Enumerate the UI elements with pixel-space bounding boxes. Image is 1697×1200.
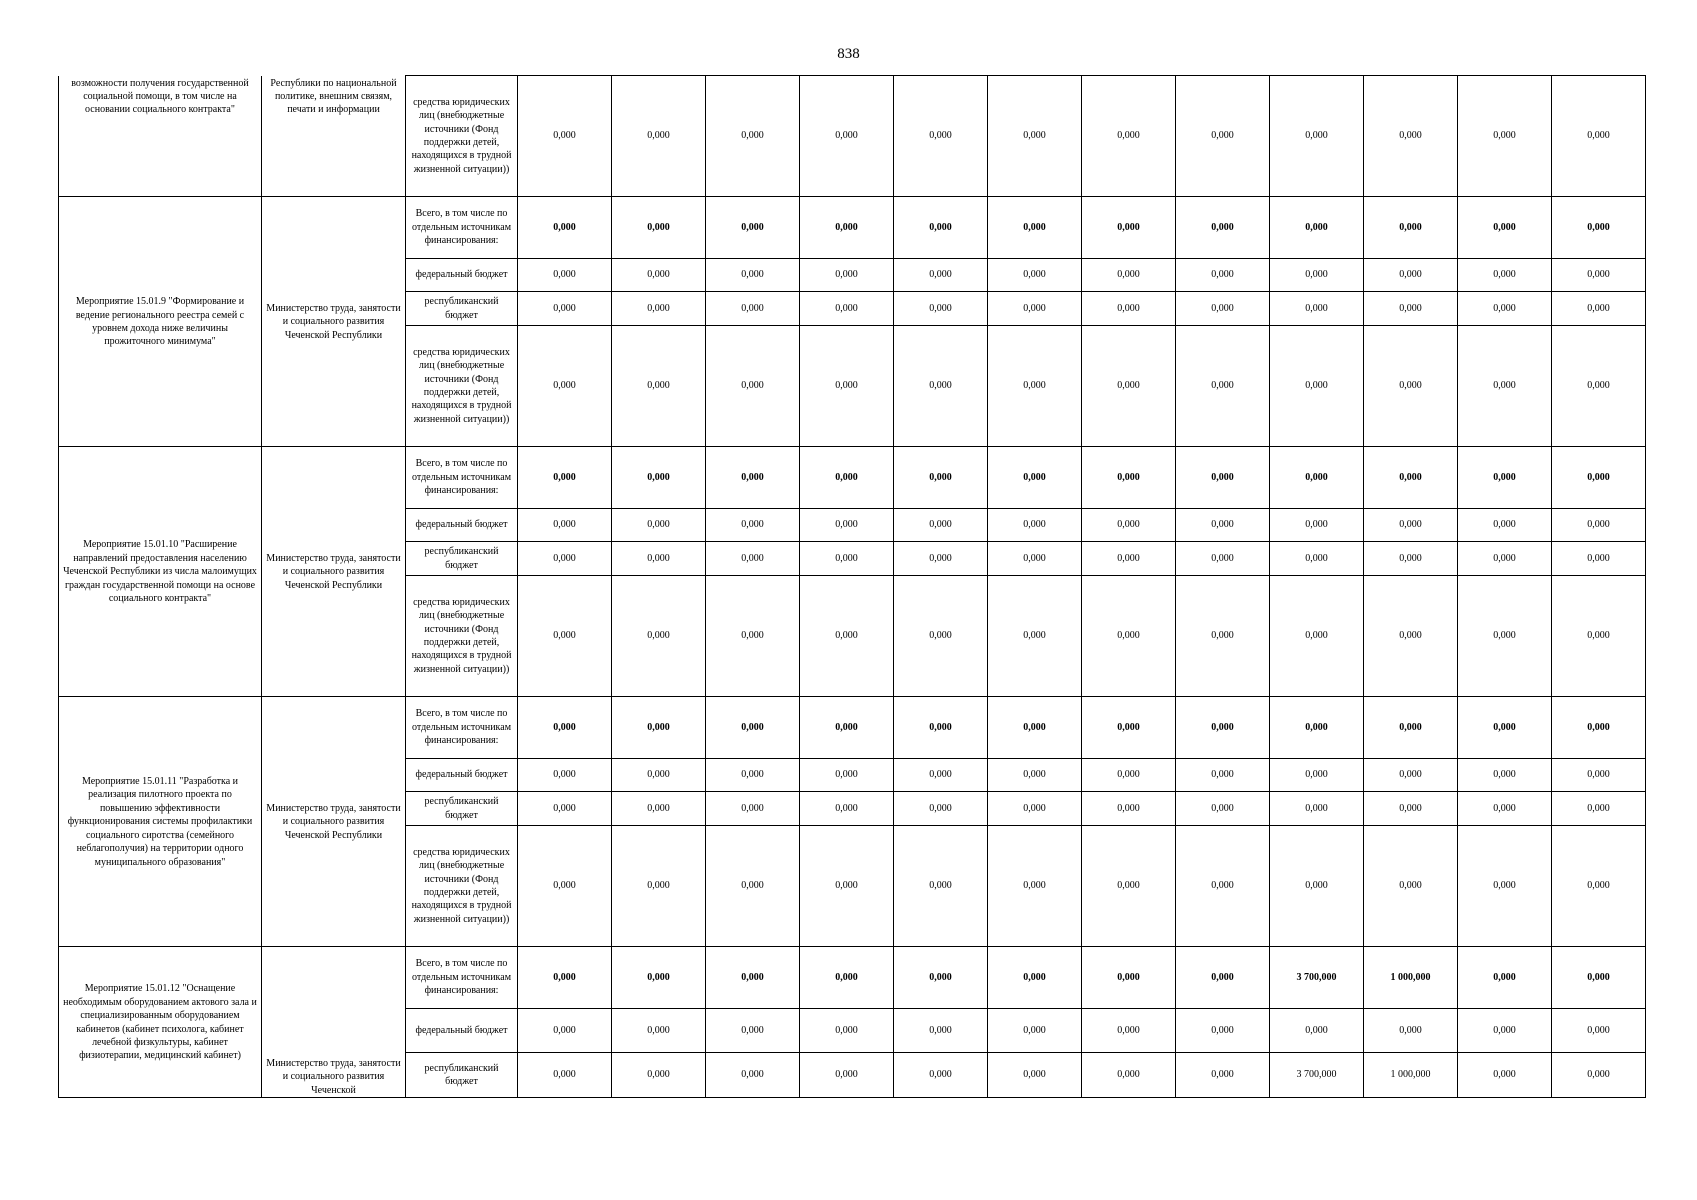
amount-cell: 0,000 xyxy=(706,759,800,792)
amount-cell: 0,000 xyxy=(1176,197,1270,259)
page-number: 838 xyxy=(837,46,860,62)
amount-cell: 0,000 xyxy=(1458,447,1552,509)
table-row xyxy=(59,197,1646,259)
amount-cell: 0,000 xyxy=(1176,1009,1270,1053)
amount-cell: 0,000 xyxy=(1176,76,1270,197)
funding-source: средства юридических лиц (внебюджетные источники (Фонд поддержки детей, находящихся в трудной жизненной ситуации)) xyxy=(406,326,518,447)
amount-cell: 0,000 xyxy=(518,259,612,292)
responsible-executor: Министерство труда, занятости и социального развития Чеченской Республики xyxy=(262,697,406,947)
amount-cell: 0,000 xyxy=(988,76,1082,197)
funding-source: Всего, в том числе по отдельным источникам финансирования: xyxy=(406,447,518,509)
amount-cell: 0,000 xyxy=(800,947,894,1009)
amount-cell: 0,000 xyxy=(1458,259,1552,292)
funding-source: федеральный бюджет xyxy=(406,509,518,542)
amount-cell: 0,000 xyxy=(800,542,894,576)
funding-source: средства юридических лиц (внебюджетные источники (Фонд поддержки детей, находящихся в трудной жизненной ситуации)) xyxy=(406,76,518,197)
table-body xyxy=(59,76,1646,1098)
amount-cell: 0,000 xyxy=(1176,576,1270,697)
amount-cell: 0,000 xyxy=(1176,697,1270,759)
amount-cell: 0,000 xyxy=(1082,509,1176,542)
amount-cell: 0,000 xyxy=(894,197,988,259)
amount-cell: 0,000 xyxy=(518,792,612,826)
funding-source: республиканский бюджет xyxy=(406,1053,518,1098)
amount-cell: 0,000 xyxy=(1552,447,1646,509)
amount-cell: 0,000 xyxy=(1364,576,1458,697)
amount-cell: 0,000 xyxy=(612,1053,706,1098)
amount-cell: 0,000 xyxy=(1458,759,1552,792)
amount-cell: 0,000 xyxy=(800,197,894,259)
amount-cell: 0,000 xyxy=(1176,792,1270,826)
amount-cell: 0,000 xyxy=(894,542,988,576)
amount-cell: 0,000 xyxy=(1552,76,1646,197)
amount-cell: 0,000 xyxy=(988,697,1082,759)
amount-cell: 0,000 xyxy=(1176,292,1270,326)
amount-cell: 0,000 xyxy=(1270,76,1364,197)
amount-cell: 0,000 xyxy=(1082,826,1176,947)
amount-cell: 0,000 xyxy=(1552,542,1646,576)
amount-cell: 0,000 xyxy=(1364,697,1458,759)
amount-cell: 0,000 xyxy=(800,447,894,509)
amount-cell: 0,000 xyxy=(894,76,988,197)
amount-cell: 0,000 xyxy=(988,542,1082,576)
measure-description: Мероприятие 15.01.12 "Оснащение необходимым оборудованием актового зала и специализированным оборудованием кабинетов (кабинет психолога, кабинет лечебной физкультуры, кабинет физиотерапии, медицинский кабинет) xyxy=(59,947,262,1098)
amount-cell: 0,000 xyxy=(706,259,800,292)
amount-cell: 0,000 xyxy=(1082,697,1176,759)
amount-cell: 0,000 xyxy=(518,326,612,447)
amount-cell: 0,000 xyxy=(1082,326,1176,447)
amount-cell: 0,000 xyxy=(1082,447,1176,509)
amount-cell: 0,000 xyxy=(800,1009,894,1053)
amount-cell: 0,000 xyxy=(894,697,988,759)
amount-cell: 0,000 xyxy=(1552,759,1646,792)
amount-cell: 0,000 xyxy=(1082,1053,1176,1098)
amount-cell: 0,000 xyxy=(1458,826,1552,947)
amount-cell: 0,000 xyxy=(1364,759,1458,792)
amount-cell: 0,000 xyxy=(988,197,1082,259)
amount-cell: 0,000 xyxy=(800,576,894,697)
amount-cell: 0,000 xyxy=(800,697,894,759)
amount-cell: 0,000 xyxy=(1270,576,1364,697)
amount-cell: 1 000,000 xyxy=(1364,947,1458,1009)
amount-cell: 0,000 xyxy=(988,292,1082,326)
funding-source: средства юридических лиц (внебюджетные источники (Фонд поддержки детей, находящихся в трудной жизненной ситуации)) xyxy=(406,826,518,947)
amount-cell: 0,000 xyxy=(1270,197,1364,259)
amount-cell: 0,000 xyxy=(612,326,706,447)
amount-cell: 0,000 xyxy=(1270,826,1364,947)
amount-cell: 0,000 xyxy=(1364,259,1458,292)
amount-cell: 0,000 xyxy=(706,447,800,509)
measure-description: Мероприятие 15.01.9 "Формирование и ведение регионального реестра семей с уровнем дохода ниже величины прожиточного минимума" xyxy=(59,197,262,447)
amount-cell: 0,000 xyxy=(1458,1053,1552,1098)
amount-cell: 0,000 xyxy=(612,947,706,1009)
amount-cell: 0,000 xyxy=(612,197,706,259)
amount-cell: 0,000 xyxy=(1458,792,1552,826)
amount-cell: 0,000 xyxy=(1364,826,1458,947)
amount-cell: 0,000 xyxy=(518,697,612,759)
amount-cell: 0,000 xyxy=(1082,947,1176,1009)
amount-cell: 0,000 xyxy=(1552,326,1646,447)
amount-cell: 0,000 xyxy=(988,759,1082,792)
amount-cell: 0,000 xyxy=(1364,76,1458,197)
amount-cell: 0,000 xyxy=(800,326,894,447)
table-row xyxy=(59,697,1646,759)
funding-source: средства юридических лиц (внебюджетные источники (Фонд поддержки детей, находящихся в трудной жизненной ситуации)) xyxy=(406,576,518,697)
amount-cell: 0,000 xyxy=(1082,542,1176,576)
amount-cell: 0,000 xyxy=(800,292,894,326)
funding-source: федеральный бюджет xyxy=(406,759,518,792)
amount-cell: 0,000 xyxy=(1270,447,1364,509)
amount-cell: 0,000 xyxy=(612,509,706,542)
amount-cell: 0,000 xyxy=(518,197,612,259)
amount-cell: 0,000 xyxy=(1458,542,1552,576)
amount-cell: 0,000 xyxy=(1458,197,1552,259)
responsible-executor: Министерство труда, занятости и социального развития Чеченской Республики xyxy=(262,197,406,447)
amount-cell: 0,000 xyxy=(612,792,706,826)
amount-cell: 0,000 xyxy=(1270,259,1364,292)
funding-source: республиканский бюджет xyxy=(406,792,518,826)
amount-cell: 0,000 xyxy=(1176,259,1270,292)
amount-cell: 0,000 xyxy=(894,947,988,1009)
amount-cell: 0,000 xyxy=(1458,697,1552,759)
amount-cell: 0,000 xyxy=(612,1009,706,1053)
amount-cell: 0,000 xyxy=(612,542,706,576)
amount-cell: 0,000 xyxy=(988,326,1082,447)
amount-cell: 0,000 xyxy=(706,1009,800,1053)
amount-cell: 0,000 xyxy=(1552,947,1646,1009)
amount-cell: 0,000 xyxy=(1364,792,1458,826)
amount-cell: 0,000 xyxy=(1458,292,1552,326)
amount-cell: 0,000 xyxy=(706,542,800,576)
amount-cell: 0,000 xyxy=(1458,76,1552,197)
amount-cell: 0,000 xyxy=(1458,947,1552,1009)
amount-cell: 0,000 xyxy=(1552,697,1646,759)
amount-cell: 0,000 xyxy=(1176,826,1270,947)
amount-cell: 0,000 xyxy=(1270,509,1364,542)
funding-source: республиканский бюджет xyxy=(406,292,518,326)
amount-cell: 1 000,000 xyxy=(1364,1053,1458,1098)
amount-cell: 0,000 xyxy=(518,576,612,697)
amount-cell: 0,000 xyxy=(612,292,706,326)
amount-cell: 0,000 xyxy=(518,509,612,542)
amount-cell: 0,000 xyxy=(1364,447,1458,509)
responsible-executor: Министерство труда, занятости и социального развития Чеченской xyxy=(262,947,406,1098)
amount-cell: 0,000 xyxy=(1270,792,1364,826)
amount-cell: 0,000 xyxy=(1552,259,1646,292)
amount-cell: 0,000 xyxy=(988,1009,1082,1053)
amount-cell: 0,000 xyxy=(988,947,1082,1009)
amount-cell: 0,000 xyxy=(518,76,612,197)
amount-cell: 0,000 xyxy=(518,1053,612,1098)
funding-source: федеральный бюджет xyxy=(406,259,518,292)
measure-description: возможности получения государственной социальной помощи, в том числе на основании социального контракта" xyxy=(59,76,262,197)
table-row xyxy=(59,76,1646,197)
amount-cell: 0,000 xyxy=(706,697,800,759)
amount-cell: 0,000 xyxy=(1082,759,1176,792)
amount-cell: 0,000 xyxy=(800,259,894,292)
amount-cell: 3 700,000 xyxy=(1270,1053,1364,1098)
amount-cell: 0,000 xyxy=(988,447,1082,509)
amount-cell: 0,000 xyxy=(706,576,800,697)
amount-cell: 0,000 xyxy=(894,576,988,697)
amount-cell: 0,000 xyxy=(612,76,706,197)
amount-cell: 0,000 xyxy=(988,826,1082,947)
measure-description: Мероприятие 15.01.11 "Разработка и реализация пилотного проекта по повышению эффективности функционирования системы профилактики социального сиротства (семейного неблагополучия) на территории одного муниципального образования" xyxy=(59,697,262,947)
amount-cell: 0,000 xyxy=(1270,326,1364,447)
amount-cell: 0,000 xyxy=(1270,697,1364,759)
amount-cell: 0,000 xyxy=(706,76,800,197)
amount-cell: 0,000 xyxy=(706,197,800,259)
amount-cell: 0,000 xyxy=(518,947,612,1009)
amount-cell: 0,000 xyxy=(800,826,894,947)
amount-cell: 0,000 xyxy=(894,292,988,326)
amount-cell: 0,000 xyxy=(706,1053,800,1098)
amount-cell: 0,000 xyxy=(612,259,706,292)
funding-source: Всего, в том числе по отдельным источникам финансирования: xyxy=(406,947,518,1009)
amount-cell: 0,000 xyxy=(1270,542,1364,576)
amount-cell: 0,000 xyxy=(1552,826,1646,947)
amount-cell: 0,000 xyxy=(1082,292,1176,326)
amount-cell: 0,000 xyxy=(1082,1009,1176,1053)
amount-cell: 0,000 xyxy=(612,697,706,759)
amount-cell: 0,000 xyxy=(1552,1009,1646,1053)
amount-cell: 0,000 xyxy=(1082,792,1176,826)
amount-cell: 0,000 xyxy=(706,509,800,542)
amount-cell: 0,000 xyxy=(706,826,800,947)
amount-cell: 0,000 xyxy=(1364,197,1458,259)
amount-cell: 0,000 xyxy=(518,759,612,792)
amount-cell: 0,000 xyxy=(1270,759,1364,792)
amount-cell: 0,000 xyxy=(518,826,612,947)
amount-cell: 0,000 xyxy=(1552,792,1646,826)
amount-cell: 0,000 xyxy=(1176,759,1270,792)
amount-cell: 0,000 xyxy=(1552,576,1646,697)
responsible-executor: Республики по национальной политике, внешним связям, печати и информации xyxy=(262,76,406,197)
amount-cell: 0,000 xyxy=(894,759,988,792)
amount-cell: 0,000 xyxy=(706,792,800,826)
amount-cell: 0,000 xyxy=(1176,326,1270,447)
amount-cell: 0,000 xyxy=(518,447,612,509)
amount-cell: 0,000 xyxy=(1364,292,1458,326)
amount-cell: 0,000 xyxy=(1176,1053,1270,1098)
amount-cell: 0,000 xyxy=(612,759,706,792)
funding-source: Всего, в том числе по отдельным источникам финансирования: xyxy=(406,197,518,259)
amount-cell: 0,000 xyxy=(800,759,894,792)
budget-table xyxy=(58,75,1646,1098)
amount-cell: 0,000 xyxy=(518,292,612,326)
amount-cell: 0,000 xyxy=(1458,509,1552,542)
amount-cell: 0,000 xyxy=(706,947,800,1009)
amount-cell: 0,000 xyxy=(1552,197,1646,259)
amount-cell: 0,000 xyxy=(800,509,894,542)
amount-cell: 0,000 xyxy=(1364,509,1458,542)
amount-cell: 0,000 xyxy=(800,1053,894,1098)
amount-cell: 0,000 xyxy=(800,76,894,197)
amount-cell: 0,000 xyxy=(1082,576,1176,697)
amount-cell: 0,000 xyxy=(1082,259,1176,292)
amount-cell: 0,000 xyxy=(988,1053,1082,1098)
amount-cell: 0,000 xyxy=(1082,197,1176,259)
responsible-executor: Министерство труда, занятости и социального развития Чеченской Республики xyxy=(262,447,406,697)
funding-source: республиканский бюджет xyxy=(406,542,518,576)
amount-cell: 0,000 xyxy=(894,259,988,292)
funding-source: Всего, в том числе по отдельным источникам финансирования: xyxy=(406,697,518,759)
amount-cell: 0,000 xyxy=(1270,292,1364,326)
amount-cell: 0,000 xyxy=(1364,326,1458,447)
amount-cell: 0,000 xyxy=(988,576,1082,697)
amount-cell: 0,000 xyxy=(612,447,706,509)
amount-cell: 0,000 xyxy=(988,259,1082,292)
amount-cell: 0,000 xyxy=(894,447,988,509)
table-row xyxy=(59,447,1646,509)
amount-cell: 0,000 xyxy=(800,792,894,826)
amount-cell: 0,000 xyxy=(1270,1009,1364,1053)
amount-cell: 0,000 xyxy=(1458,576,1552,697)
amount-cell: 0,000 xyxy=(706,326,800,447)
funding-source: федеральный бюджет xyxy=(406,1009,518,1053)
amount-cell: 0,000 xyxy=(894,509,988,542)
table-row xyxy=(59,947,1646,1009)
amount-cell: 0,000 xyxy=(1458,326,1552,447)
amount-cell: 3 700,000 xyxy=(1270,947,1364,1009)
amount-cell: 0,000 xyxy=(894,792,988,826)
amount-cell: 0,000 xyxy=(518,1009,612,1053)
amount-cell: 0,000 xyxy=(1552,292,1646,326)
amount-cell: 0,000 xyxy=(1364,542,1458,576)
amount-cell: 0,000 xyxy=(1082,76,1176,197)
amount-cell: 0,000 xyxy=(1364,1009,1458,1053)
amount-cell: 0,000 xyxy=(988,792,1082,826)
amount-cell: 0,000 xyxy=(894,826,988,947)
amount-cell: 0,000 xyxy=(612,576,706,697)
amount-cell: 0,000 xyxy=(1176,947,1270,1009)
amount-cell: 0,000 xyxy=(988,509,1082,542)
amount-cell: 0,000 xyxy=(894,1009,988,1053)
amount-cell: 0,000 xyxy=(706,292,800,326)
amount-cell: 0,000 xyxy=(518,542,612,576)
amount-cell: 0,000 xyxy=(1176,509,1270,542)
amount-cell: 0,000 xyxy=(612,826,706,947)
amount-cell: 0,000 xyxy=(1176,447,1270,509)
amount-cell: 0,000 xyxy=(894,326,988,447)
amount-cell: 0,000 xyxy=(1458,1009,1552,1053)
amount-cell: 0,000 xyxy=(1176,542,1270,576)
amount-cell: 0,000 xyxy=(1552,1053,1646,1098)
amount-cell: 0,000 xyxy=(1552,509,1646,542)
measure-description: Мероприятие 15.01.10 "Расширение направлений предоставления населению Чеченской Республики из числа малоимущих граждан государственной помощи на основе социального контракта" xyxy=(59,447,262,697)
amount-cell: 0,000 xyxy=(894,1053,988,1098)
